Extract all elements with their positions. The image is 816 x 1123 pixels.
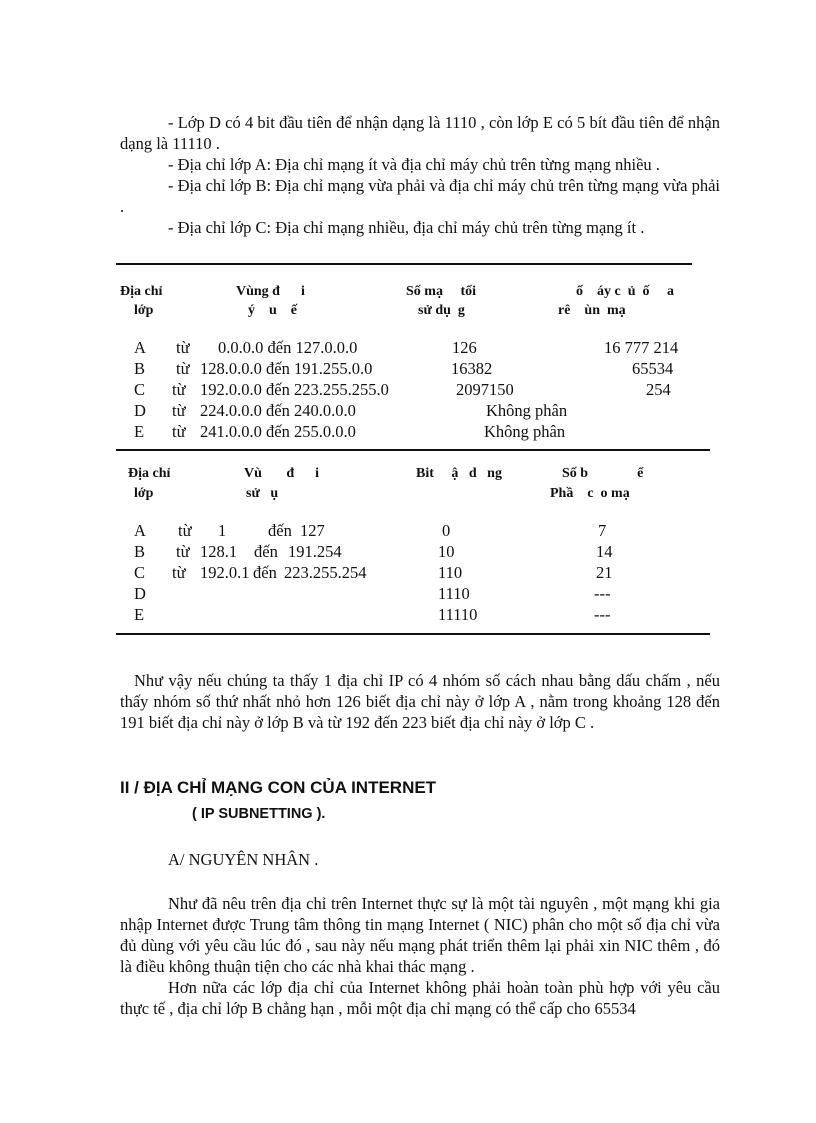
section-subtitle: ( IP SUBNETTING ).: [192, 806, 326, 822]
row-to: 127: [300, 521, 325, 540]
row-to: 223.255.254: [284, 563, 367, 582]
table1-header-hosts-l2: rê ùn mạ: [558, 303, 626, 318]
row-count: ---: [594, 584, 611, 603]
row-count: 7: [598, 521, 607, 540]
row-count: 14: [596, 542, 613, 561]
row-tu: từ: [172, 380, 186, 399]
subsection-title: A/ NGUYÊN NHÂN .: [168, 850, 319, 869]
table1-top-rule: [116, 263, 692, 265]
row-range: 0.0.0.0 đến 127.0.0.0: [218, 338, 358, 357]
row-bits: 11110: [438, 605, 478, 624]
row-class: A: [134, 338, 146, 357]
table2-header-class: Địa chỉ: [128, 466, 171, 481]
row-from: 192.0.1: [200, 563, 250, 582]
table1-header-hosts: ố áy c ủ ố a: [576, 284, 674, 299]
row-tu: từ: [178, 521, 192, 540]
table2-header-range: Vù đ i: [244, 466, 320, 481]
row-bits: 10: [438, 542, 455, 561]
row-to: 191.254: [288, 542, 342, 561]
row-class: B: [134, 542, 146, 561]
table1-header-class: Địa chỉ: [120, 284, 163, 299]
row-nets: Không phân: [484, 422, 566, 441]
body-paragraph-2: Hơn nữa các lớp địa chỉ của Internet không phải hoàn toàn phù hợp với yêu cầu thực tế , địa chỉ lớp B chẳng hạn , mỗi một địa chỉ mạng có thể cấp cho 65534: [120, 978, 720, 1018]
table1-header-nets-l2: sử dụ g: [418, 303, 465, 318]
row-tu: từ: [172, 401, 186, 420]
table2-header-count: Số b ể: [562, 466, 644, 481]
table1-header-class-l2: lớp: [134, 303, 154, 318]
table1-header-nets: Số mạ tối: [406, 284, 476, 299]
row-hosts: 65534: [632, 359, 674, 378]
table1-header-range-l2: ý u ế: [248, 303, 297, 318]
row-class: C: [134, 563, 146, 582]
table2-header-class-l2: lớp: [134, 486, 154, 501]
table2-header-count-l2: Phầ c o mạ: [550, 486, 630, 501]
intro-paragraph-class-a: - Địa chỉ lớp A: Địa chỉ mạng ít và địa chỉ máy chủ trên từng mạng nhiều .: [168, 155, 660, 174]
row-den: đến: [254, 542, 278, 561]
row-bits: 0: [442, 521, 451, 540]
row-bits: 110: [438, 563, 463, 582]
row-class: D: [134, 584, 146, 603]
row-nets: 16382: [451, 359, 493, 378]
row-count: ---: [594, 605, 611, 624]
table2-top-rule: [116, 449, 710, 451]
row-class: E: [134, 605, 145, 624]
row-bits: 1110: [438, 584, 470, 603]
intro-paragraph-class-de: - Lớp D có 4 bit đầu tiên để nhận dạng là 1110 , còn lớp E có 5 bít đầu tiên để nhận dạng là 11110 .: [120, 113, 720, 153]
table2-header-range-l2: sử ụ: [246, 486, 279, 501]
row-nets: 126: [452, 338, 477, 357]
intro-paragraph-class-c: - Địa chỉ lớp C: Địa chỉ mạng nhiều, địa chỉ máy chủ trên từng mạng ít .: [168, 218, 645, 237]
row-den: đến: [268, 521, 292, 540]
row-hosts: 16 777 214: [604, 338, 679, 357]
row-from: 128.1: [200, 542, 238, 561]
row-range: 128.0.0.0 đến 191.255.0.0: [200, 359, 373, 378]
intro-paragraph-class-b: - Địa chỉ lớp B: Địa chỉ mạng vừa phải và địa chỉ máy chủ trên từng mạng vừa phải .: [120, 176, 720, 216]
section-title: II / ĐỊA CHỈ MẠNG CON CỦA INTERNET: [120, 778, 437, 797]
row-class: C: [134, 380, 146, 399]
row-tu: từ: [176, 542, 190, 561]
row-nets: 2097150: [456, 380, 514, 399]
row-nets: Không phân: [486, 401, 568, 420]
table2-bottom-rule: [116, 633, 710, 635]
row-count: 21: [596, 563, 613, 582]
row-class: A: [134, 521, 146, 540]
row-range: 192.0.0.0 đến 223.255.255.0: [200, 380, 389, 399]
row-tu: từ: [176, 338, 190, 357]
table2-header-bits: Bit ậ d ng: [416, 466, 502, 481]
body-paragraph-1: Như đã nêu trên địa chỉ trên Internet thực sự là một tài nguyên , một mạng khi gia nhập Internet được Trung tâm thông tin mạng Internet ( NIC) phân cho một số địa chỉ vừa đủ dùng với yêu cầu lúc đó , sau này nếu mạng phát triển thêm lại phải xin NIC thêm , đó là điều không thuận tiện cho các nhà khai thác mạng .: [120, 894, 720, 976]
row-class: E: [134, 422, 145, 441]
row-from: 1: [218, 521, 227, 540]
row-class: D: [134, 401, 146, 420]
row-hosts: 254: [646, 380, 671, 399]
row-den: đến: [253, 563, 277, 582]
row-class: B: [134, 359, 146, 378]
summary-paragraph: Như vậy nếu chúng ta thấy 1 địa chỉ IP có 4 nhóm số cách nhau bằng dấu chấm , nếu thấy nhóm số thứ nhất nhỏ hơn 126 biết địa chỉ này ở lớp A , nằm trong khoảng 128 đến 191 biết địa chỉ này ở lớp B và từ 192 đến 223 biết địa chỉ này ở lớp C .: [120, 671, 720, 732]
row-range: 241.0.0.0 đến 255.0.0.0: [200, 422, 356, 441]
row-range: 224.0.0.0 đến 240.0.0.0: [200, 401, 356, 420]
row-tu: từ: [172, 422, 186, 441]
row-tu: từ: [172, 563, 186, 582]
row-tu: từ: [176, 359, 190, 378]
table1-header-range: Vùng đ i: [236, 284, 305, 299]
